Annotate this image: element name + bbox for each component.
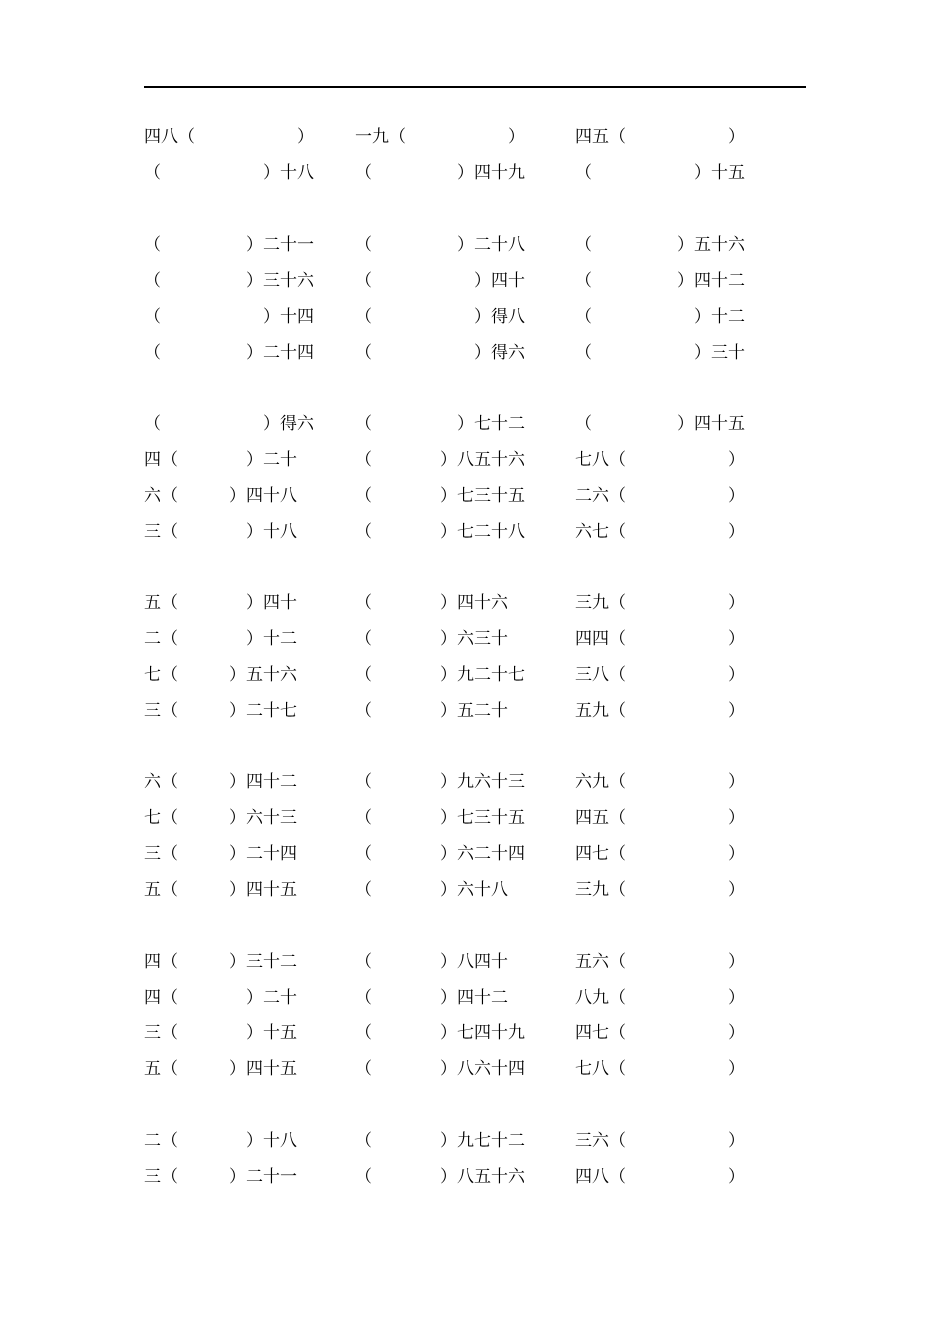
exercise-item: （ ）八五十六	[355, 1167, 525, 1187]
exercise-item: 四四（ ）	[575, 629, 745, 649]
worksheet-row	[0, 1021, 950, 1045]
exercise-item: 五六（ ）	[575, 952, 745, 972]
exercise-item: 八九（ ）	[575, 988, 745, 1008]
worksheet-row	[0, 627, 950, 651]
exercise-item: （ ）六三十	[355, 629, 508, 649]
exercise-item: （ ）七四十九	[355, 1023, 525, 1043]
exercise-item: 六九（ ）	[575, 772, 745, 792]
exercise-item: （ ）五十六	[575, 235, 745, 255]
exercise-item: 五九（ ）	[575, 701, 745, 721]
exercise-item: （ ）三十六	[144, 271, 314, 291]
worksheet-row	[0, 699, 950, 723]
worksheet-row	[0, 663, 950, 687]
exercise-item: 六七（ ）	[575, 522, 745, 542]
exercise-item: 三（ ）二十一	[144, 1167, 297, 1187]
worksheet-row	[0, 842, 950, 866]
exercise-item: 四七（ ）	[575, 844, 745, 864]
exercise-item: （ ）十八	[144, 163, 314, 183]
exercise-item: （ ）四十五	[575, 414, 745, 434]
exercise-item: 四（ ）二十	[144, 988, 297, 1008]
exercise-item: （ ）十四	[144, 307, 314, 327]
exercise-item: 四七（ ）	[575, 1023, 745, 1043]
exercise-item: 三（ ）十五	[144, 1023, 297, 1043]
exercise-item: 三八（ ）	[575, 665, 745, 685]
exercise-item: 五（ ）四十五	[144, 880, 297, 900]
exercise-item: （ ）二十四	[144, 343, 314, 363]
exercise-item: （ ）九六十三	[355, 772, 525, 792]
worksheet-row	[0, 520, 950, 544]
worksheet-row	[0, 161, 950, 185]
worksheet-row	[0, 591, 950, 615]
exercise-item: 四五（ ）	[575, 808, 745, 828]
worksheet-row	[0, 412, 950, 436]
exercise-item: （ ）四十九	[355, 163, 525, 183]
worksheet-row	[0, 1165, 950, 1189]
exercise-item: 四（ ）三十二	[144, 952, 297, 972]
exercise-item: （ ）三十	[575, 343, 745, 363]
exercise-item: （ ）得八	[355, 307, 525, 327]
exercise-item: （ ）七十二	[355, 414, 525, 434]
exercise-item: （ ）九二十七	[355, 665, 525, 685]
worksheet-row	[0, 484, 950, 508]
exercise-item: 三（ ）二十七	[144, 701, 297, 721]
worksheet-row	[0, 770, 950, 794]
worksheet-row	[0, 125, 950, 149]
exercise-item: 一九（ ）	[355, 127, 525, 147]
exercise-item: 三六（ ）	[575, 1131, 745, 1151]
exercise-item: 三九（ ）	[575, 880, 745, 900]
exercise-item: （ ）五二十	[355, 701, 508, 721]
exercise-item: 六（ ）四十八	[144, 486, 297, 506]
exercise-item: 四八（ ）	[144, 127, 314, 147]
exercise-item: （ ）得六	[144, 414, 314, 434]
exercise-item: 七（ ）六十三	[144, 808, 297, 828]
worksheet-row	[0, 341, 950, 365]
exercise-item: 四五（ ）	[575, 127, 745, 147]
exercise-item: （ ）七三十五	[355, 486, 525, 506]
worksheet-row	[0, 806, 950, 830]
exercise-item: （ ）七三十五	[355, 808, 525, 828]
worksheet-row	[0, 1129, 950, 1153]
exercise-item: （ ）四十	[355, 271, 525, 291]
exercise-item: （ ）二十八	[355, 235, 525, 255]
exercise-item: （ ）八六十四	[355, 1059, 525, 1079]
exercise-item: 七八（ ）	[575, 450, 745, 470]
exercise-item: 三九（ ）	[575, 593, 745, 613]
worksheet-row	[0, 305, 950, 329]
exercise-item: 六（ ）四十二	[144, 772, 297, 792]
exercise-item: 七（ ）五十六	[144, 665, 297, 685]
exercise-item: 二（ ）十二	[144, 629, 297, 649]
exercise-item: 二六（ ）	[575, 486, 745, 506]
exercise-item: （ ）四十二	[575, 271, 745, 291]
exercise-item: （ ）八四十	[355, 952, 508, 972]
exercise-item: （ ）四十二	[355, 988, 508, 1008]
exercise-item: （ ）六十八	[355, 880, 508, 900]
exercise-item: （ ）八五十六	[355, 450, 525, 470]
exercise-item: （ ）得六	[355, 343, 525, 363]
exercise-item: （ ）四十六	[355, 593, 508, 613]
exercise-item: 三（ ）二十四	[144, 844, 297, 864]
exercise-item: 七八（ ）	[575, 1059, 745, 1079]
exercise-item: 四八（ ）	[575, 1167, 745, 1187]
exercise-item: 二（ ）十八	[144, 1131, 297, 1151]
worksheet-row	[0, 269, 950, 293]
exercise-item: （ ）九七十二	[355, 1131, 525, 1151]
exercise-item: 五（ ）四十五	[144, 1059, 297, 1079]
exercise-item: 四（ ）二十	[144, 450, 297, 470]
worksheet-row	[0, 950, 950, 974]
worksheet-row	[0, 233, 950, 257]
exercise-item: （ ）十二	[575, 307, 745, 327]
exercise-item: （ ）二十一	[144, 235, 314, 255]
exercise-item: 三（ ）十八	[144, 522, 297, 542]
worksheet-row	[0, 878, 950, 902]
worksheet-row	[0, 1057, 950, 1081]
worksheet-row	[0, 448, 950, 472]
exercise-item: （ ）七二十八	[355, 522, 525, 542]
exercise-item: （ ）十五	[575, 163, 745, 183]
exercise-item: 五（ ）四十	[144, 593, 297, 613]
worksheet-row	[0, 986, 950, 1010]
exercise-item: （ ）六二十四	[355, 844, 525, 864]
